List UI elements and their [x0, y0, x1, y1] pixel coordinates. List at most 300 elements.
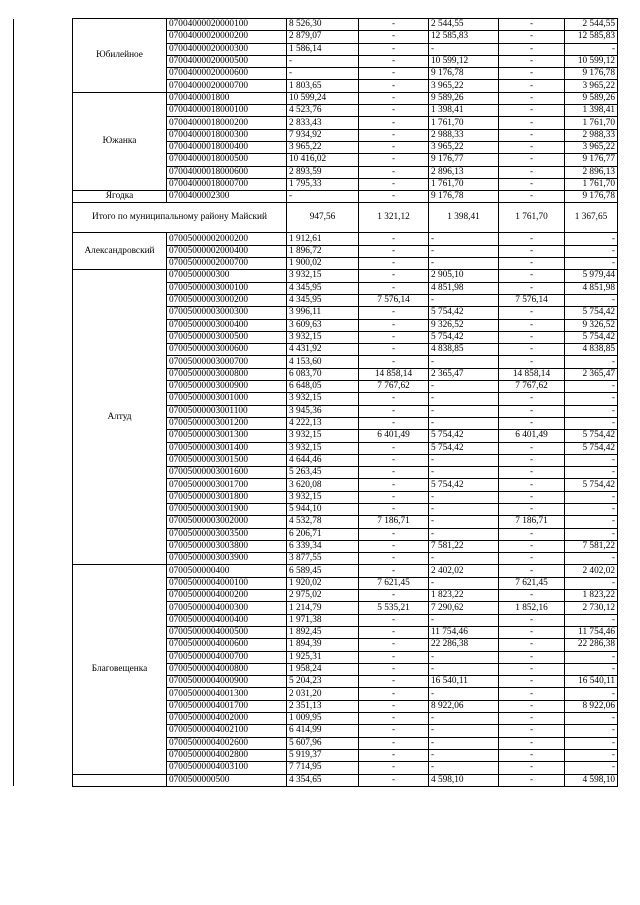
row-value-4: -: [499, 774, 565, 786]
row-value-4: 7 576,14: [499, 294, 565, 306]
row-value-3: 9 326,52: [429, 319, 499, 331]
row-value-3: -: [429, 233, 499, 245]
row-value-2: 5 535,21: [359, 602, 429, 614]
row-value-3: 3 965,22: [429, 141, 499, 153]
row-value-2: -: [359, 676, 429, 688]
row-value-1: -: [287, 55, 359, 67]
row-value-2: -: [359, 467, 429, 479]
row-value-2: 6 401,49: [359, 430, 429, 442]
row-code: 07005000003003800: [167, 540, 287, 552]
row-value-1: 1 958,24: [287, 663, 359, 675]
row-value-1: 6 083,70: [287, 368, 359, 380]
row-value-4: 7 767,62: [499, 381, 565, 393]
row-value-1: 8 526,30: [287, 19, 359, 31]
row-code: 07005000004000600: [167, 639, 287, 651]
row-value-5: -: [565, 663, 618, 675]
row-code: 0700400001800: [167, 92, 287, 104]
row-value-3: 7 290,62: [429, 602, 499, 614]
row-code: 07004000020000100: [167, 19, 287, 31]
row-value-1: 5 919,37: [287, 749, 359, 761]
row-value-3: -: [429, 553, 499, 565]
row-value-1: 3 945,36: [287, 405, 359, 417]
row-code: 07005000004000400: [167, 614, 287, 626]
row-value-3: 10 599,12: [429, 55, 499, 67]
row-value-1: 4 345,95: [287, 282, 359, 294]
row-value-5: 4 838,85: [565, 344, 618, 356]
row-value-5: 2 402,02: [565, 565, 618, 577]
row-code: 07005000003000600: [167, 344, 287, 356]
row-value-4: -: [499, 282, 565, 294]
row-value-5: 9 589,26: [565, 92, 618, 104]
row-value-2: -: [359, 344, 429, 356]
row-value-4: -: [499, 467, 565, 479]
row-value-5: 2 988,33: [565, 129, 618, 141]
row-value-2: -: [359, 540, 429, 552]
row-value-3: -: [429, 393, 499, 405]
row-value-4: 1 852,16: [499, 602, 565, 614]
row-value-1: 3 932,15: [287, 442, 359, 454]
row-value-3: -: [429, 651, 499, 663]
settlement-name: Ягодка: [73, 191, 167, 203]
row-value-5: 10 599,12: [565, 55, 618, 67]
row-value-3: -: [429, 454, 499, 466]
row-value-1: 5 944,10: [287, 503, 359, 515]
row-value-5: -: [565, 614, 618, 626]
total-value-4: 1 761,70: [499, 203, 565, 233]
row-value-1: 2 351,13: [287, 700, 359, 712]
row-value-3: 1 761,70: [429, 117, 499, 129]
row-value-2: -: [359, 626, 429, 638]
table-row: [14, 233, 618, 245]
row-value-2: -: [359, 129, 429, 141]
row-value-4: -: [499, 141, 565, 153]
row-value-1: 4 354,65: [287, 774, 359, 786]
row-code: 07004000018000600: [167, 166, 287, 178]
row-code: 07004000018000400: [167, 141, 287, 153]
left-margin-cell: [14, 19, 73, 233]
row-value-2: -: [359, 319, 429, 331]
row-code: 07005000004001300: [167, 688, 287, 700]
row-value-4: -: [499, 688, 565, 700]
table-row: [14, 92, 618, 104]
row-code: 07005000004000700: [167, 651, 287, 663]
row-code: 07005000003002000: [167, 516, 287, 528]
row-value-4: -: [499, 503, 565, 515]
row-value-1: 1 971,38: [287, 614, 359, 626]
row-value-3: 4 838,85: [429, 344, 499, 356]
row-code: 0700500000300: [167, 270, 287, 282]
row-value-5: 2 544,55: [565, 19, 618, 31]
row-value-5: 9 176,78: [565, 191, 618, 203]
row-value-3: 7 581,22: [429, 540, 499, 552]
row-value-5: 9 326,52: [565, 319, 618, 331]
row-value-4: -: [499, 417, 565, 429]
table-row: [14, 270, 618, 282]
row-value-5: 1 823,22: [565, 590, 618, 602]
row-value-1: 6 648,05: [287, 381, 359, 393]
row-value-3: 2 988,33: [429, 129, 499, 141]
row-code: 07005000004002100: [167, 725, 287, 737]
row-value-4: -: [499, 129, 565, 141]
row-value-5: 12 585,83: [565, 31, 618, 43]
row-value-1: 6 339,34: [287, 540, 359, 552]
row-value-3: 2 905,10: [429, 270, 499, 282]
row-value-2: -: [359, 553, 429, 565]
row-code: 07005000003001900: [167, 503, 287, 515]
row-value-1: 1 900,02: [287, 258, 359, 270]
table-row: [14, 19, 618, 31]
row-value-3: 4 598,10: [429, 774, 499, 786]
row-value-4: -: [499, 651, 565, 663]
row-value-1: 4 644,46: [287, 454, 359, 466]
row-value-1: 5 263,45: [287, 467, 359, 479]
row-value-4: -: [499, 565, 565, 577]
row-value-5: 5 754,42: [565, 331, 618, 343]
row-code: 07004000018000200: [167, 117, 287, 129]
row-value-2: -: [359, 117, 429, 129]
row-value-3: -: [429, 356, 499, 368]
row-value-1: 3 932,15: [287, 491, 359, 503]
row-value-1: 4 345,95: [287, 294, 359, 306]
row-value-2: 7 767,62: [359, 381, 429, 393]
row-value-3: -: [429, 516, 499, 528]
row-value-2: -: [359, 68, 429, 80]
row-value-4: -: [499, 55, 565, 67]
row-code: 07005000003001400: [167, 442, 287, 454]
row-value-4: -: [499, 442, 565, 454]
row-code: 0700500000500: [167, 774, 287, 786]
row-value-4: -: [499, 762, 565, 774]
row-value-4: 14 858,14: [499, 368, 565, 380]
row-value-5: 1 761,70: [565, 117, 618, 129]
row-value-1: 1 912,61: [287, 233, 359, 245]
row-value-5: 4 598,10: [565, 774, 618, 786]
row-value-4: -: [499, 663, 565, 675]
row-value-2: -: [359, 141, 429, 153]
row-value-3: 2 544,55: [429, 19, 499, 31]
row-value-4: -: [499, 117, 565, 129]
row-value-1: -: [287, 191, 359, 203]
row-code: 07005000003001800: [167, 491, 287, 503]
row-code: 07005000003001700: [167, 479, 287, 491]
row-value-2: -: [359, 614, 429, 626]
settlement-name: [73, 774, 167, 786]
row-value-5: 3 965,22: [565, 141, 618, 153]
row-value-3: 2 402,02: [429, 565, 499, 577]
row-value-4: -: [499, 307, 565, 319]
row-value-1: 3 932,15: [287, 270, 359, 282]
row-value-2: -: [359, 688, 429, 700]
row-value-3: -: [429, 405, 499, 417]
row-value-1: 10 416,02: [287, 154, 359, 166]
row-value-4: -: [499, 639, 565, 651]
row-value-2: -: [359, 233, 429, 245]
total-label: Итого по муниципальному району Майский: [73, 203, 287, 233]
row-value-5: -: [565, 516, 618, 528]
row-value-4: -: [499, 614, 565, 626]
row-value-5: -: [565, 503, 618, 515]
row-value-1: 3 932,15: [287, 331, 359, 343]
row-value-1: 7 934,92: [287, 129, 359, 141]
row-value-3: 16 540,11: [429, 676, 499, 688]
row-value-1: 6 206,71: [287, 528, 359, 540]
row-value-2: -: [359, 166, 429, 178]
row-value-4: -: [499, 178, 565, 190]
settlement-name: Алтуд: [73, 270, 167, 565]
row-value-2: 7 576,14: [359, 294, 429, 306]
row-value-4: -: [499, 700, 565, 712]
row-value-2: -: [359, 503, 429, 515]
row-value-2: -: [359, 417, 429, 429]
row-value-1: 2 893,59: [287, 166, 359, 178]
row-value-1: 4 431,92: [287, 344, 359, 356]
row-value-4: -: [499, 356, 565, 368]
row-code: 07004000020000600: [167, 68, 287, 80]
row-value-1: 7 714,95: [287, 762, 359, 774]
row-code: 07005000003003900: [167, 553, 287, 565]
row-value-4: -: [499, 43, 565, 55]
row-value-3: 1 761,70: [429, 178, 499, 190]
row-value-4: 7 186,71: [499, 516, 565, 528]
row-value-5: -: [565, 651, 618, 663]
row-value-2: -: [359, 270, 429, 282]
row-value-3: -: [429, 725, 499, 737]
row-value-5: -: [565, 688, 618, 700]
row-value-4: -: [499, 393, 565, 405]
row-value-2: -: [359, 454, 429, 466]
row-code: 07004000018000500: [167, 154, 287, 166]
row-value-1: 3 965,22: [287, 141, 359, 153]
row-value-4: -: [499, 68, 565, 80]
row-code: 0700400002300: [167, 191, 287, 203]
row-value-4: -: [499, 92, 565, 104]
row-value-2: -: [359, 737, 429, 749]
row-value-2: -: [359, 725, 429, 737]
row-value-2: -: [359, 528, 429, 540]
settlement-name: Южанка: [73, 92, 167, 190]
row-value-1: 10 599,24: [287, 92, 359, 104]
row-value-1: 1 214,79: [287, 602, 359, 614]
row-value-1: 2 879,07: [287, 31, 359, 43]
row-value-1: 2 833,43: [287, 117, 359, 129]
row-code: 07005000003001500: [167, 454, 287, 466]
row-value-3: 12 585,83: [429, 31, 499, 43]
row-code: 07005000004001700: [167, 700, 287, 712]
row-value-3: -: [429, 294, 499, 306]
row-value-3: 5 754,42: [429, 442, 499, 454]
row-value-3: 5 754,42: [429, 307, 499, 319]
row-value-5: 5 754,42: [565, 479, 618, 491]
row-value-3: -: [429, 663, 499, 675]
row-value-5: 1 761,70: [565, 178, 618, 190]
row-value-3: 9 176,78: [429, 68, 499, 80]
row-value-3: 2 896,13: [429, 166, 499, 178]
row-code: 07005000003001200: [167, 417, 287, 429]
table-body: [14, 19, 618, 787]
row-code: 07005000004002800: [167, 749, 287, 761]
row-value-1: 3 877,55: [287, 553, 359, 565]
row-value-5: -: [565, 258, 618, 270]
row-value-3: 2 365,47: [429, 368, 499, 380]
row-value-5: 5 754,42: [565, 430, 618, 442]
row-value-1: 3 932,15: [287, 393, 359, 405]
row-value-1: 2 975,02: [287, 590, 359, 602]
row-value-2: -: [359, 282, 429, 294]
row-code: 07005000003003500: [167, 528, 287, 540]
row-value-2: -: [359, 178, 429, 190]
row-value-5: -: [565, 245, 618, 257]
row-value-4: -: [499, 19, 565, 31]
row-value-4: -: [499, 258, 565, 270]
row-value-3: -: [429, 577, 499, 589]
row-value-3: -: [429, 43, 499, 55]
row-value-2: -: [359, 105, 429, 117]
row-code: 07005000004000900: [167, 676, 287, 688]
row-code: 07005000003001100: [167, 405, 287, 417]
row-value-5: 9 176,78: [565, 68, 618, 80]
row-value-2: -: [359, 713, 429, 725]
row-value-3: -: [429, 713, 499, 725]
row-value-1: 3 996,11: [287, 307, 359, 319]
row-code: 07005000003000200: [167, 294, 287, 306]
row-value-1: 5 204,23: [287, 676, 359, 688]
row-value-1: 1 925,31: [287, 651, 359, 663]
row-value-5: 3 965,22: [565, 80, 618, 92]
row-value-4: -: [499, 676, 565, 688]
row-value-4: 7 621,45: [499, 577, 565, 589]
row-value-4: -: [499, 344, 565, 356]
row-value-3: 4 851,98: [429, 282, 499, 294]
row-value-5: 5 754,42: [565, 442, 618, 454]
row-code: 07005000003000700: [167, 356, 287, 368]
row-value-2: 14 858,14: [359, 368, 429, 380]
row-value-2: 7 186,71: [359, 516, 429, 528]
row-value-5: -: [565, 43, 618, 55]
table-row: [14, 191, 618, 203]
row-value-1: 4 532,78: [287, 516, 359, 528]
row-value-4: -: [499, 725, 565, 737]
row-value-4: -: [499, 454, 565, 466]
row-value-3: -: [429, 467, 499, 479]
row-code: 07005000003001600: [167, 467, 287, 479]
row-code: 07004000018000300: [167, 129, 287, 141]
row-value-1: 5 607,96: [287, 737, 359, 749]
row-value-2: -: [359, 92, 429, 104]
row-value-3: -: [429, 614, 499, 626]
row-value-3: 9 589,26: [429, 92, 499, 104]
tariff-table: [13, 18, 618, 787]
row-value-3: -: [429, 258, 499, 270]
row-value-5: 4 851,98: [565, 282, 618, 294]
row-value-2: -: [359, 442, 429, 454]
row-value-4: -: [499, 331, 565, 343]
row-value-1: 1 892,45: [287, 626, 359, 638]
row-code: 07005000004000200: [167, 590, 287, 602]
row-value-2: -: [359, 331, 429, 343]
row-code: 07005000003000100: [167, 282, 287, 294]
row-value-2: -: [359, 393, 429, 405]
row-value-1: 3 620,08: [287, 479, 359, 491]
row-value-5: -: [565, 553, 618, 565]
row-code: 07004000018000100: [167, 105, 287, 117]
row-value-3: -: [429, 749, 499, 761]
row-value-4: -: [499, 713, 565, 725]
row-value-1: 1 803,65: [287, 80, 359, 92]
row-value-2: -: [359, 31, 429, 43]
row-value-3: 8 922,06: [429, 700, 499, 712]
row-code: 07004000020000500: [167, 55, 287, 67]
total-value-2: 1 321,12: [359, 203, 429, 233]
row-value-4: -: [499, 80, 565, 92]
row-value-2: -: [359, 700, 429, 712]
row-value-4: -: [499, 405, 565, 417]
row-value-1: 6 414,99: [287, 725, 359, 737]
row-value-1: 4 222,13: [287, 417, 359, 429]
row-value-3: 5 754,42: [429, 479, 499, 491]
row-code: 07005000003000900: [167, 381, 287, 393]
row-code: 07005000003001300: [167, 430, 287, 442]
row-code: 07005000004000800: [167, 663, 287, 675]
row-value-2: -: [359, 405, 429, 417]
row-value-5: -: [565, 467, 618, 479]
row-value-4: -: [499, 528, 565, 540]
row-value-1: 1 009,95: [287, 713, 359, 725]
row-value-5: 2 365,47: [565, 368, 618, 380]
row-value-5: -: [565, 749, 618, 761]
row-value-2: -: [359, 55, 429, 67]
row-value-3: 11 754,46: [429, 626, 499, 638]
table-row: [14, 565, 618, 577]
row-value-2: -: [359, 19, 429, 31]
row-value-5: -: [565, 405, 618, 417]
row-value-5: -: [565, 762, 618, 774]
row-value-4: -: [499, 540, 565, 552]
row-code: 07005000002000400: [167, 245, 287, 257]
row-value-5: 9 176,77: [565, 154, 618, 166]
settlement-name: Александровский: [73, 233, 167, 270]
row-value-3: 5 754,42: [429, 430, 499, 442]
row-value-1: 1 795,33: [287, 178, 359, 190]
row-code: 07005000004003100: [167, 762, 287, 774]
row-value-4: -: [499, 105, 565, 117]
row-value-5: 11 754,46: [565, 626, 618, 638]
row-value-2: -: [359, 565, 429, 577]
row-value-2: -: [359, 774, 429, 786]
row-value-3: 3 965,22: [429, 80, 499, 92]
row-value-1: 1 586,14: [287, 43, 359, 55]
row-value-2: -: [359, 191, 429, 203]
row-value-2: -: [359, 245, 429, 257]
row-value-3: 1 823,22: [429, 590, 499, 602]
row-value-5: 22 286,38: [565, 639, 618, 651]
row-value-1: 6 589,45: [287, 565, 359, 577]
row-value-5: 16 540,11: [565, 676, 618, 688]
row-value-4: -: [499, 553, 565, 565]
row-value-4: -: [499, 749, 565, 761]
settlement-name: Благовещенка: [73, 565, 167, 774]
row-value-1: 3 932,15: [287, 430, 359, 442]
row-value-5: -: [565, 725, 618, 737]
row-value-5: -: [565, 528, 618, 540]
row-value-3: 1 398,41: [429, 105, 499, 117]
row-code: 07005000004000500: [167, 626, 287, 638]
row-code: 07004000020000200: [167, 31, 287, 43]
row-value-4: -: [499, 31, 565, 43]
row-value-1: -: [287, 68, 359, 80]
row-value-4: 6 401,49: [499, 430, 565, 442]
row-value-5: -: [565, 381, 618, 393]
row-value-1: 1 920,02: [287, 577, 359, 589]
